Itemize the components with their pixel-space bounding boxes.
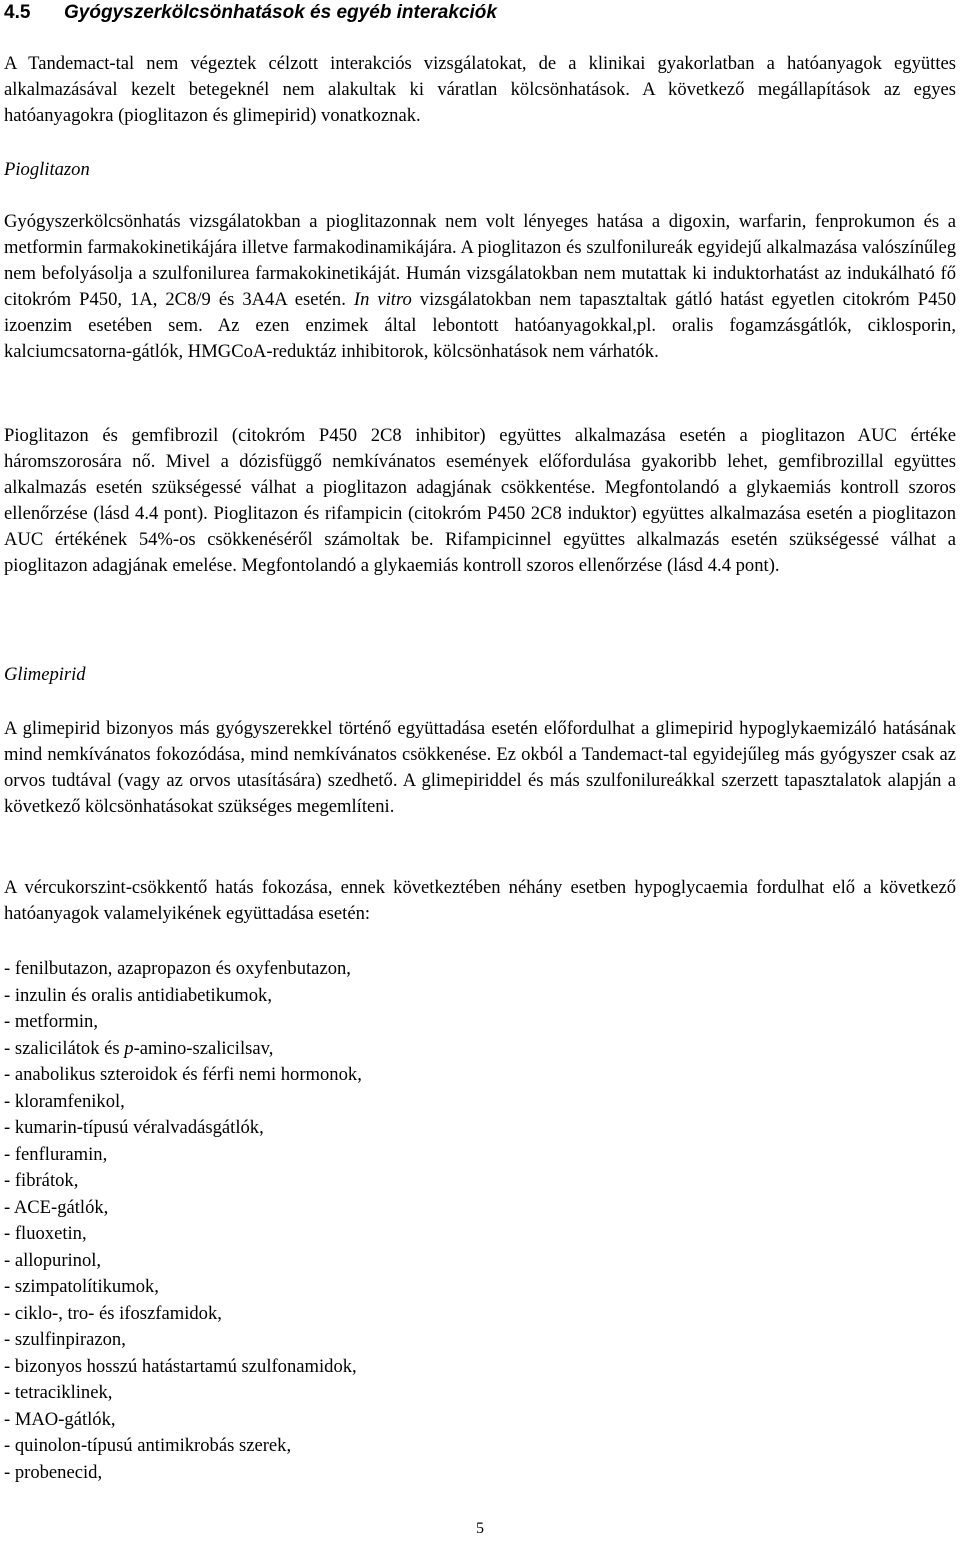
list-item: - MAO-gátlók,	[4, 1408, 116, 1430]
list-item: - bizonyos hosszú hatástartamú szulfonamidok,	[4, 1355, 357, 1377]
list-item: - ciklo-, tro- és ifoszfamidok,	[4, 1302, 222, 1324]
list-item: - quinolon-típusú antimikrobás szerek,	[4, 1435, 292, 1456]
list-item: - metformin,	[4, 1011, 98, 1032]
list-item: - szimpatolítikumok,	[4, 1276, 159, 1297]
list-item: - tetraciklinek,	[4, 1382, 113, 1403]
list-item: - szalicilátok és p-amino-szalicilsav,	[4, 1037, 274, 1059]
section-title: Gyógyszerkölcsönhatások és egyéb interakciók	[64, 2, 497, 23]
list-item: - fibrátok,	[4, 1170, 79, 1191]
pioglitazon-paragraph-1	[4, 209, 956, 365]
list-item: - fluoxetin,	[4, 1223, 87, 1244]
pioglitazon-p1-text-b: vizsgálatokban nem tapasztaltak gátló hatást egyetlen citokróm P450 izoenzim esetében sem. Az ezen enzimek által lebontott hatóanyagokkal,pl. oralis fogamzásgátlók, ciklosporin, kalciumcsatorna-gátlók, HMGCoA-reduktáz inhibitorok, kölcsönhatások nem várhatók.	[4, 289, 956, 362]
glimepirid-paragraph-1: A glimepirid bizonyos más gyógyszerekkel történő együttadása esetén előfordulhat a glimepirid hypoglykaemizáló hatásának mind nemkívánatos fokozódása, mind nemkívánatos csökkenése. Ez okból a Tandemact-tal egyidejűleg más gyógyszer csak az orvos tudtával (vagy az orvos utasítására) szedhető. A glimepiriddel és más szulfonilureákkal szerzett tapasztalatok alapján a következő kölcsönhatásokat szükséges megemlíteni.	[4, 718, 956, 817]
list-item: - inzulin és oralis antidiabetikumok,	[4, 984, 273, 1006]
list-item: - fenilbutazon, azapropazon és oxyfenbutazon,	[4, 958, 351, 979]
list-item: - kumarin-típusú véralvadásgátlók,	[4, 1117, 264, 1138]
intro-paragraph: A Tandemact-tal nem végeztek célzott interakciós vizsgálatokat, de a klinikai gyakorlatban a hatóanyagok együttes alkalmazásával kezelt betegeknél nem alakultak ki váratlan kölcsönhatások. A következő megállapítások az egyes hatóanyagokra (pioglitazon és glimepirid) vonatkoznak.	[4, 53, 956, 126]
list-item: - probenecid,	[4, 1461, 103, 1483]
list-item: - allopurinol,	[4, 1249, 102, 1271]
list-item: - fenfluramin,	[4, 1143, 108, 1165]
list-item: - kloramfenikol,	[4, 1090, 125, 1112]
pioglitazon-paragraph-2: Pioglitazon és gemfibrozil (citokróm P450 2C8 inhibitor) együttes alkalmazása esetén a pioglitazon AUC értéke háromszorosára nő. Mivel a dózisfüggő nemkívánatos események előfordulása gyakoribb lehet, gemfibrozillal együttes alkalmazás esetén szükségessé válhat a pioglitazon adagjának csökkentése. Megfontolandó a glykaemiás kontroll szoros ellenőrzése (lásd 4.4 pont). Pioglitazon és rifampicin (citokróm P450 2C8 induktor) együttes alkalmazása esetén a pioglitazon AUC értékének 54%-os csökkenéséről számoltak be. Rifampicinnel együttes alkalmazás esetén szükségessé válhat a pioglitazon adagjának emelése. Megfontolandó a glykaemiás kontroll szoros ellenőrzése (lásd 4.4 pont).	[4, 425, 956, 576]
interaction-list	[4, 956, 362, 1486]
list-item: - ACE-gátlók,	[4, 1196, 109, 1218]
in-vitro-italic: In vitro	[353, 289, 412, 310]
list-item: - szulfinpirazon,	[4, 1329, 126, 1350]
list-item: - anabolikus szteroidok és férfi nemi hormonok,	[4, 1064, 362, 1085]
section-number: 4.5	[4, 2, 31, 23]
glimepirid-subheading: Glimepirid	[4, 664, 86, 685]
glimepirid-paragraph-2: A vércukorszint-csökkentő hatás fokozása, ennek következtében néhány esetben hypoglycaemia fordulhat elő a következő hatóanyagok valamelyikének együttadása esetén:	[4, 877, 956, 924]
pioglitazon-p1-text-a: Gyógyszerkölcsönhatás vizsgálatokban a pioglitazonnak nem volt lényeges hatása a digoxin, warfarin, fenprokumon és a metformin farmakokinetikájára illetve farmakodinamikájára. A pioglitazon és szulfonilureák egyidejű alkalmazása valószínűleg nem befolyásolja a szulfonilurea farmakokinetikáját. Humán vizsgálatokban nem mutattak ki induktorhatást az indukálható fő citokróm P450, 1A, 2C8/9 és 3A4A esetén.	[4, 211, 956, 310]
page-number: 5	[476, 1520, 484, 1537]
section-heading	[4, 0, 497, 30]
pioglitazon-subheading: Pioglitazon	[4, 159, 90, 180]
